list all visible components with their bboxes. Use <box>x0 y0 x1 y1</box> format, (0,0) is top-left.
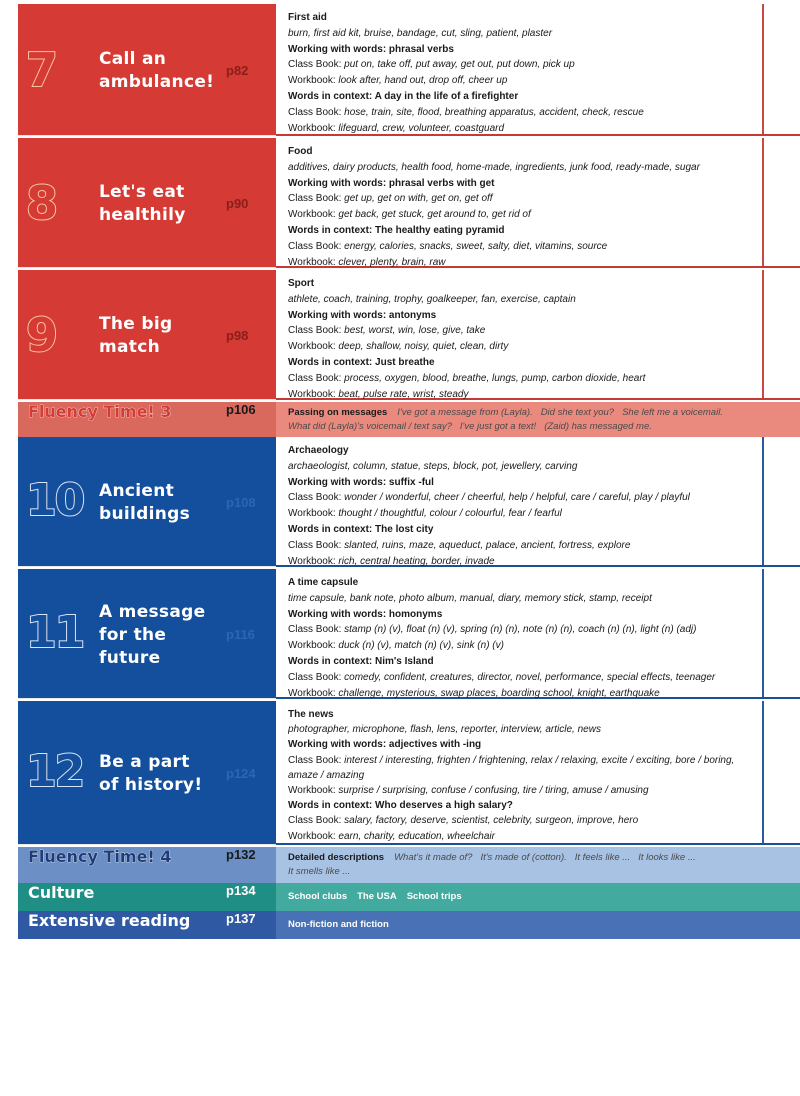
vocab-line <box>288 813 790 828</box>
band-title: Culture <box>28 883 95 902</box>
book-label: Class Book: <box>288 754 342 766</box>
fluency-line <box>288 406 790 420</box>
unit-title <box>99 480 190 526</box>
fluency-example: It's made of (cotton). <box>480 852 567 863</box>
vocab-line <box>288 191 790 207</box>
fluency-example: Did she text you? <box>540 407 615 418</box>
section-heading: First aid <box>288 12 327 23</box>
book-label: Workbook: <box>288 388 336 400</box>
fluency-heading: Detailed descriptions <box>288 852 385 863</box>
unit-title-line: of history! <box>99 775 203 795</box>
vocab-line: amaze / amazing <box>288 769 365 781</box>
book-label: Workbook: <box>288 341 336 353</box>
vocab-line: athlete, coach, training, trophy, goalkeeper, fan, exercise, captain <box>288 293 576 305</box>
unit-page: p98 <box>226 328 249 343</box>
vocab-line: photographer, microphone, flash, lens, reporter, interview, article, news <box>288 724 601 736</box>
unit-number: 12 <box>26 746 84 797</box>
unit-title-line: ambulance! <box>99 72 215 92</box>
book-label: Class Book: <box>288 815 342 827</box>
fluency-example: It smells like ... <box>288 866 351 877</box>
vocab-list: thought / thoughtful, colour / colourful, fear / fearful <box>335 508 562 520</box>
vocab-line <box>288 387 790 403</box>
vocab-list: challenge, mysterious, swap places, boarding school, knight, earthquake <box>335 687 660 699</box>
unit-title-line: Be a part <box>99 752 190 772</box>
fluency-line <box>288 851 790 865</box>
section-heading: Words in context: Nim's Island <box>288 655 434 667</box>
unit-header <box>18 569 276 699</box>
section-heading: Words in context: Who deserves a high salary? <box>288 800 513 812</box>
vocab-list: surprise / surprising, confuse / confusing, tire / tiring, amuse / amusing <box>335 785 649 797</box>
vocab-line <box>288 506 790 522</box>
column-divider <box>762 4 764 134</box>
fluency-line <box>288 420 790 434</box>
unit-header <box>18 437 276 567</box>
unit-header <box>18 138 276 268</box>
unit-header <box>18 701 276 845</box>
vocab-list: earn, charity, education, wheelchair <box>335 830 495 842</box>
book-label: Class Book: <box>288 624 342 636</box>
unit-title-line: A message <box>99 601 206 622</box>
book-label: Workbook: <box>288 830 336 842</box>
fluency-example: What's it made of? <box>394 852 473 863</box>
band-page: p134 <box>226 883 256 898</box>
vocab-line <box>288 554 790 570</box>
vocab-line <box>288 207 790 223</box>
section-heading: Working with words: homonyms <box>288 608 443 620</box>
unit-title-line: Call an <box>99 49 167 69</box>
book-label: Class Book: <box>288 193 342 205</box>
section-heading: Food <box>288 146 313 157</box>
vocab-list: deep, shallow, noisy, quiet, clean, dirty <box>335 341 509 353</box>
unit-title-line: buildings <box>99 504 191 524</box>
fluency-example: (Zaid) has messaged me. <box>544 421 652 432</box>
band-content <box>276 402 800 437</box>
book-label: Class Book: <box>288 325 342 337</box>
unit-content <box>276 270 800 400</box>
unit-title-line: Ancient <box>99 481 175 501</box>
unit-header <box>18 4 276 136</box>
band-header <box>18 847 276 883</box>
fluency-line <box>288 865 790 879</box>
book-label: Class Book: <box>288 671 342 683</box>
fluency-example: I've got a message from (Layla). <box>397 407 533 418</box>
book-label: Class Book: <box>288 59 342 71</box>
unit-number: 9 <box>26 308 59 362</box>
fluency-example: I've just got a text! <box>459 421 537 432</box>
vocab-line <box>288 686 790 702</box>
section-heading: Working with words: phrasal verbs <box>288 43 454 55</box>
vocab-line: time capsule, bank note, photo album, manual, diary, memory stick, stamp, receipt <box>288 592 652 604</box>
book-label: Workbook: <box>288 209 336 221</box>
vocab-line <box>288 538 790 554</box>
vocab-line <box>288 638 790 654</box>
unit-content <box>276 569 800 699</box>
section-heading: Archaeology <box>288 445 349 456</box>
band-title: Extensive reading <box>28 911 191 930</box>
band-header <box>18 911 276 939</box>
section-heading: Words in context: Just breathe <box>288 356 435 368</box>
vocab-line <box>288 753 790 768</box>
column-divider <box>762 270 764 398</box>
book-label: Workbook: <box>288 508 336 520</box>
vocab-line <box>288 323 790 339</box>
section-heading: Working with words: suffix -ful <box>288 476 434 488</box>
book-label: Workbook: <box>288 122 336 134</box>
book-label: Class Book: <box>288 539 342 551</box>
vocab-line <box>288 105 790 121</box>
vocab-list: interest / interesting, frighten / frightening, relax / relaxing, excite / exciting, bore / boring, <box>341 754 735 766</box>
vocab-line <box>288 121 790 137</box>
section-heading: Words in context: A day in the life of a firefighter <box>288 90 519 102</box>
book-label: Class Book: <box>288 240 342 252</box>
column-divider <box>762 569 764 697</box>
unit-page: p124 <box>226 766 256 781</box>
unit-row-12 <box>18 701 800 847</box>
table-of-contents <box>18 4 800 939</box>
unit-content <box>276 437 800 567</box>
fluency-example: It feels like ... <box>574 852 631 863</box>
culture-topic: The USA <box>357 891 397 902</box>
fluency-heading: Passing on messages <box>288 407 388 418</box>
band-title: Fluency Time! 4 <box>28 847 172 866</box>
unit-page: p108 <box>226 495 256 510</box>
section-heading: Sport <box>288 278 315 289</box>
band-page: p137 <box>226 911 256 926</box>
reading-topic: Non-fiction and fiction <box>288 919 389 930</box>
vocab-list: look after, hand out, drop off, cheer up <box>335 75 508 87</box>
section-heading: Working with words: phrasal verbs with get <box>288 177 495 189</box>
extensive-reading-row <box>18 911 800 939</box>
vocab-list: process, oxygen, blood, breathe, lungs, pump, carbon dioxide, heart <box>341 372 646 384</box>
unit-number: 8 <box>26 176 59 230</box>
vocab-line <box>288 670 790 686</box>
band-page: p132 <box>226 847 256 862</box>
vocab-line <box>288 490 790 506</box>
band-title: Fluency Time! 3 <box>28 402 172 421</box>
unit-title-line: for the <box>99 624 167 645</box>
vocab-list: energy, calories, snacks, sweet, salty, diet, vitamins, source <box>341 240 608 252</box>
section-heading: Words in context: The healthy eating pyramid <box>288 224 505 236</box>
band-content <box>276 911 800 939</box>
unit-number: 11 <box>26 607 84 658</box>
vocab-line: archaeologist, column, statue, steps, block, pot, jewellery, carving <box>288 460 578 472</box>
culture-row <box>18 883 800 911</box>
unit-title <box>99 313 172 359</box>
vocab-list: rich, central heating, border, invade <box>335 555 495 567</box>
vocab-list: best, worst, win, lose, give, take <box>341 325 486 337</box>
vocab-list: get back, get stuck, get around to, get rid of <box>335 209 531 221</box>
band-content <box>276 883 800 911</box>
unit-content <box>276 701 800 845</box>
vocab-list: get up, get on with, get on, get off <box>341 193 493 205</box>
vocab-list: duck (n) (v), match (n) (v), sink (n) (v) <box>335 640 504 652</box>
vocab-line <box>288 622 790 638</box>
unit-row-11 <box>18 569 800 701</box>
vocab-line: additives, dairy products, health food, home-made, ingredients, junk food, ready-made, sugar <box>288 161 700 173</box>
book-label: Class Book: <box>288 106 342 118</box>
column-divider <box>762 701 764 843</box>
unit-page: p116 <box>226 627 255 642</box>
culture-topic: School trips <box>406 891 462 902</box>
vocab-list: comedy, confident, creatures, director, novel, performance, special effects, teenager <box>341 671 716 683</box>
vocab-list: slanted, ruins, maze, aqueduct, palace, ancient, fortress, explore <box>341 539 631 551</box>
band-header <box>18 402 276 437</box>
fluency-example: It looks like ... <box>638 852 696 863</box>
unit-title-line: Let's eat <box>99 182 185 202</box>
unit-content <box>276 138 800 268</box>
column-divider <box>762 437 764 565</box>
vocab-list: lifeguard, crew, volunteer, coastguard <box>335 122 505 134</box>
vocab-line <box>288 255 790 271</box>
column-divider <box>762 138 764 266</box>
section-heading: Working with words: antonyms <box>288 309 437 321</box>
unit-header <box>18 270 276 400</box>
book-label: Workbook: <box>288 256 336 268</box>
vocab-line <box>288 783 790 798</box>
section-heading: Working with words: adjectives with -ing <box>288 739 482 751</box>
unit-title-line: The big <box>99 314 173 334</box>
fluency-time-3 <box>18 402 800 437</box>
book-label: Class Book: <box>288 372 342 384</box>
unit-page: p82 <box>226 63 249 78</box>
vocab-list: clever, plenty, brain, raw <box>335 256 446 268</box>
unit-number: 7 <box>26 43 59 97</box>
vocab-line <box>288 371 790 387</box>
unit-title-line: healthily <box>99 205 186 225</box>
vocab-line: burn, first aid kit, bruise, bandage, cut, sling, patient, plaster <box>288 27 553 39</box>
section-heading: The news <box>288 709 334 720</box>
vocab-line <box>288 339 790 355</box>
band-page: p106 <box>226 402 256 417</box>
unit-row-8 <box>18 138 800 270</box>
vocab-list: wonder / wonderful, cheer / cheerful, help / helpful, care / careful, play / playful <box>341 492 690 504</box>
book-label: Workbook: <box>288 687 336 699</box>
book-label: Workbook: <box>288 75 336 87</box>
unit-title-line: future <box>99 647 161 668</box>
vocab-list: salary, factory, deserve, scientist, celebrity, surgeon, improve, hero <box>341 815 639 827</box>
fluency-example: She left me a voicemail. <box>622 407 723 418</box>
vocab-list: stamp (n) (v), float (n) (v), spring (n) (n), note (n) (n), coach (n) (n), light (n) (adj) <box>341 624 697 636</box>
unit-title-line: match <box>99 337 160 357</box>
unit-title <box>99 601 205 670</box>
fluency-example: What did (Layla)'s voicemail / text say? <box>288 421 452 432</box>
vocab-line <box>288 57 790 73</box>
book-label: Workbook: <box>288 555 336 567</box>
band-content <box>276 847 800 883</box>
unit-page: p90 <box>226 196 249 211</box>
unit-title <box>99 751 202 797</box>
culture-topic: School clubs <box>288 891 348 902</box>
fluency-time-4 <box>18 847 800 883</box>
vocab-line <box>288 239 790 255</box>
band-header <box>18 883 276 911</box>
book-label: Workbook: <box>288 640 336 652</box>
book-label: Workbook: <box>288 785 336 797</box>
unit-content <box>276 4 800 136</box>
unit-row-10 <box>18 437 800 569</box>
vocab-list: beat, pulse rate, wrist, steady <box>335 388 469 400</box>
vocab-list: put on, take off, put away, get out, put down, pick up <box>341 59 575 71</box>
vocab-line <box>288 829 790 844</box>
unit-number: 10 <box>26 475 84 526</box>
vocab-line <box>288 73 790 89</box>
section-heading: Words in context: The lost city <box>288 523 434 535</box>
unit-title <box>99 48 214 94</box>
book-label: Class Book: <box>288 492 342 504</box>
unit-row-7 <box>18 4 800 138</box>
unit-row-9 <box>18 270 800 402</box>
unit-title <box>99 181 186 227</box>
section-heading: A time capsule <box>288 577 359 588</box>
vocab-list: hose, train, site, flood, breathing apparatus, accident, check, rescue <box>341 106 644 118</box>
